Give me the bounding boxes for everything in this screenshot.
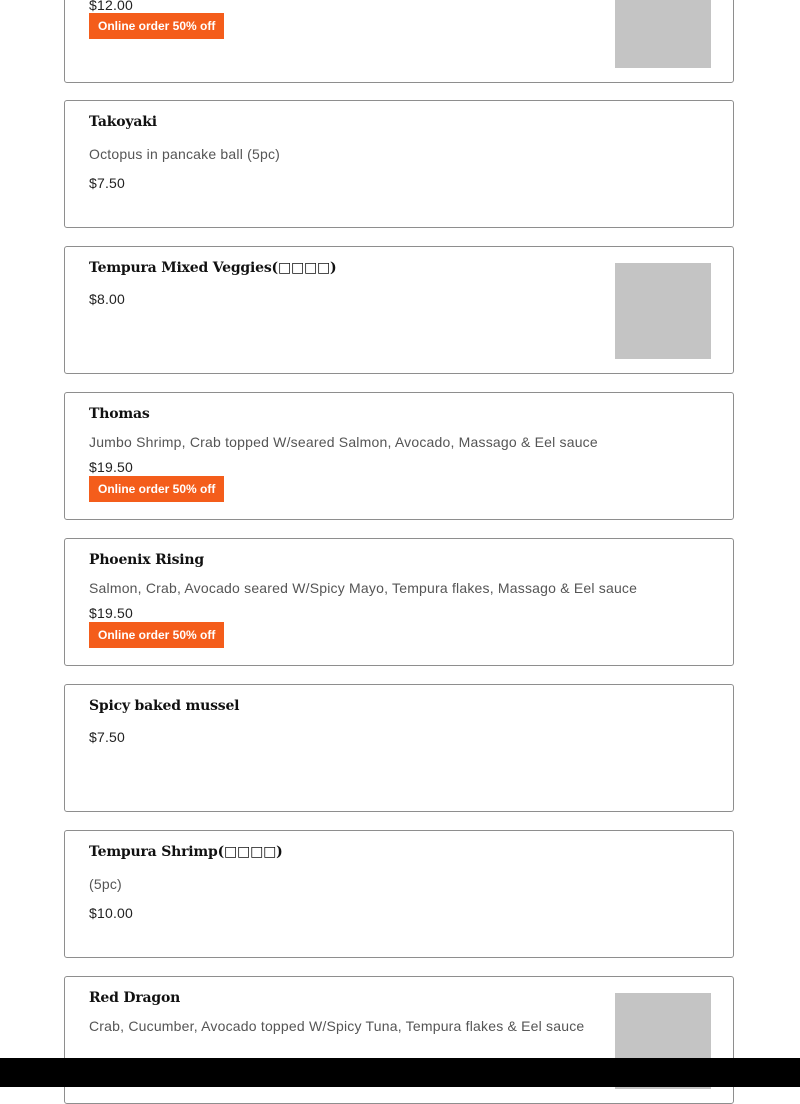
item-price: $12.00 [89,0,134,13]
item-description: (5pc) [89,876,122,892]
item-price: $7.50 [89,729,126,745]
item-price: $7.50 [89,175,126,191]
item-name: Takoyaki [89,114,157,130]
item-description: Salmon, Crab, Avocado seared W/Spicy Mayo, Tempura flakes, Massago & Eel sauce [89,580,638,596]
item-image [615,263,711,359]
item-price: $19.50 [89,459,134,475]
item-description: Jumbo Shrimp, Crab topped W/seared Salmon, Avocado, Massago & Eel sauce [89,434,598,450]
menu-item-card[interactable] [64,100,734,228]
discount-badge: Online order 50% off [89,476,224,502]
menu-item-card[interactable] [64,684,734,812]
item-name: Thomas [89,406,150,422]
menu-item-card[interactable] [64,830,734,958]
item-price: $8.00 [89,291,126,307]
bottom-bar [0,1058,800,1087]
menu-item-card[interactable] [64,392,734,520]
item-price: $10.00 [89,905,134,921]
discount-badge: Online order 50% off [89,622,224,648]
item-image [615,0,711,68]
item-price: $19.50 [89,605,134,621]
item-name: Red Dragon [89,990,181,1006]
menu-item-card[interactable] [64,0,734,83]
menu-item-card[interactable] [64,538,734,666]
item-name: Spicy baked mussel [89,698,240,714]
discount-badge: Online order 50% off [89,13,224,39]
item-name: Phoenix Rising [89,552,204,568]
item-name: Tempura Mixed Veggies(□□□□) [89,260,337,276]
item-name: Tempura Shrimp(□□□□) [89,844,283,860]
item-description: Octopus in pancake ball (5pc) [89,146,281,162]
item-description: Crab, Cucumber, Avocado topped W/Spicy Tuna, Tempura flakes & Eel sauce [89,1018,585,1034]
menu-item-card[interactable] [64,246,734,374]
